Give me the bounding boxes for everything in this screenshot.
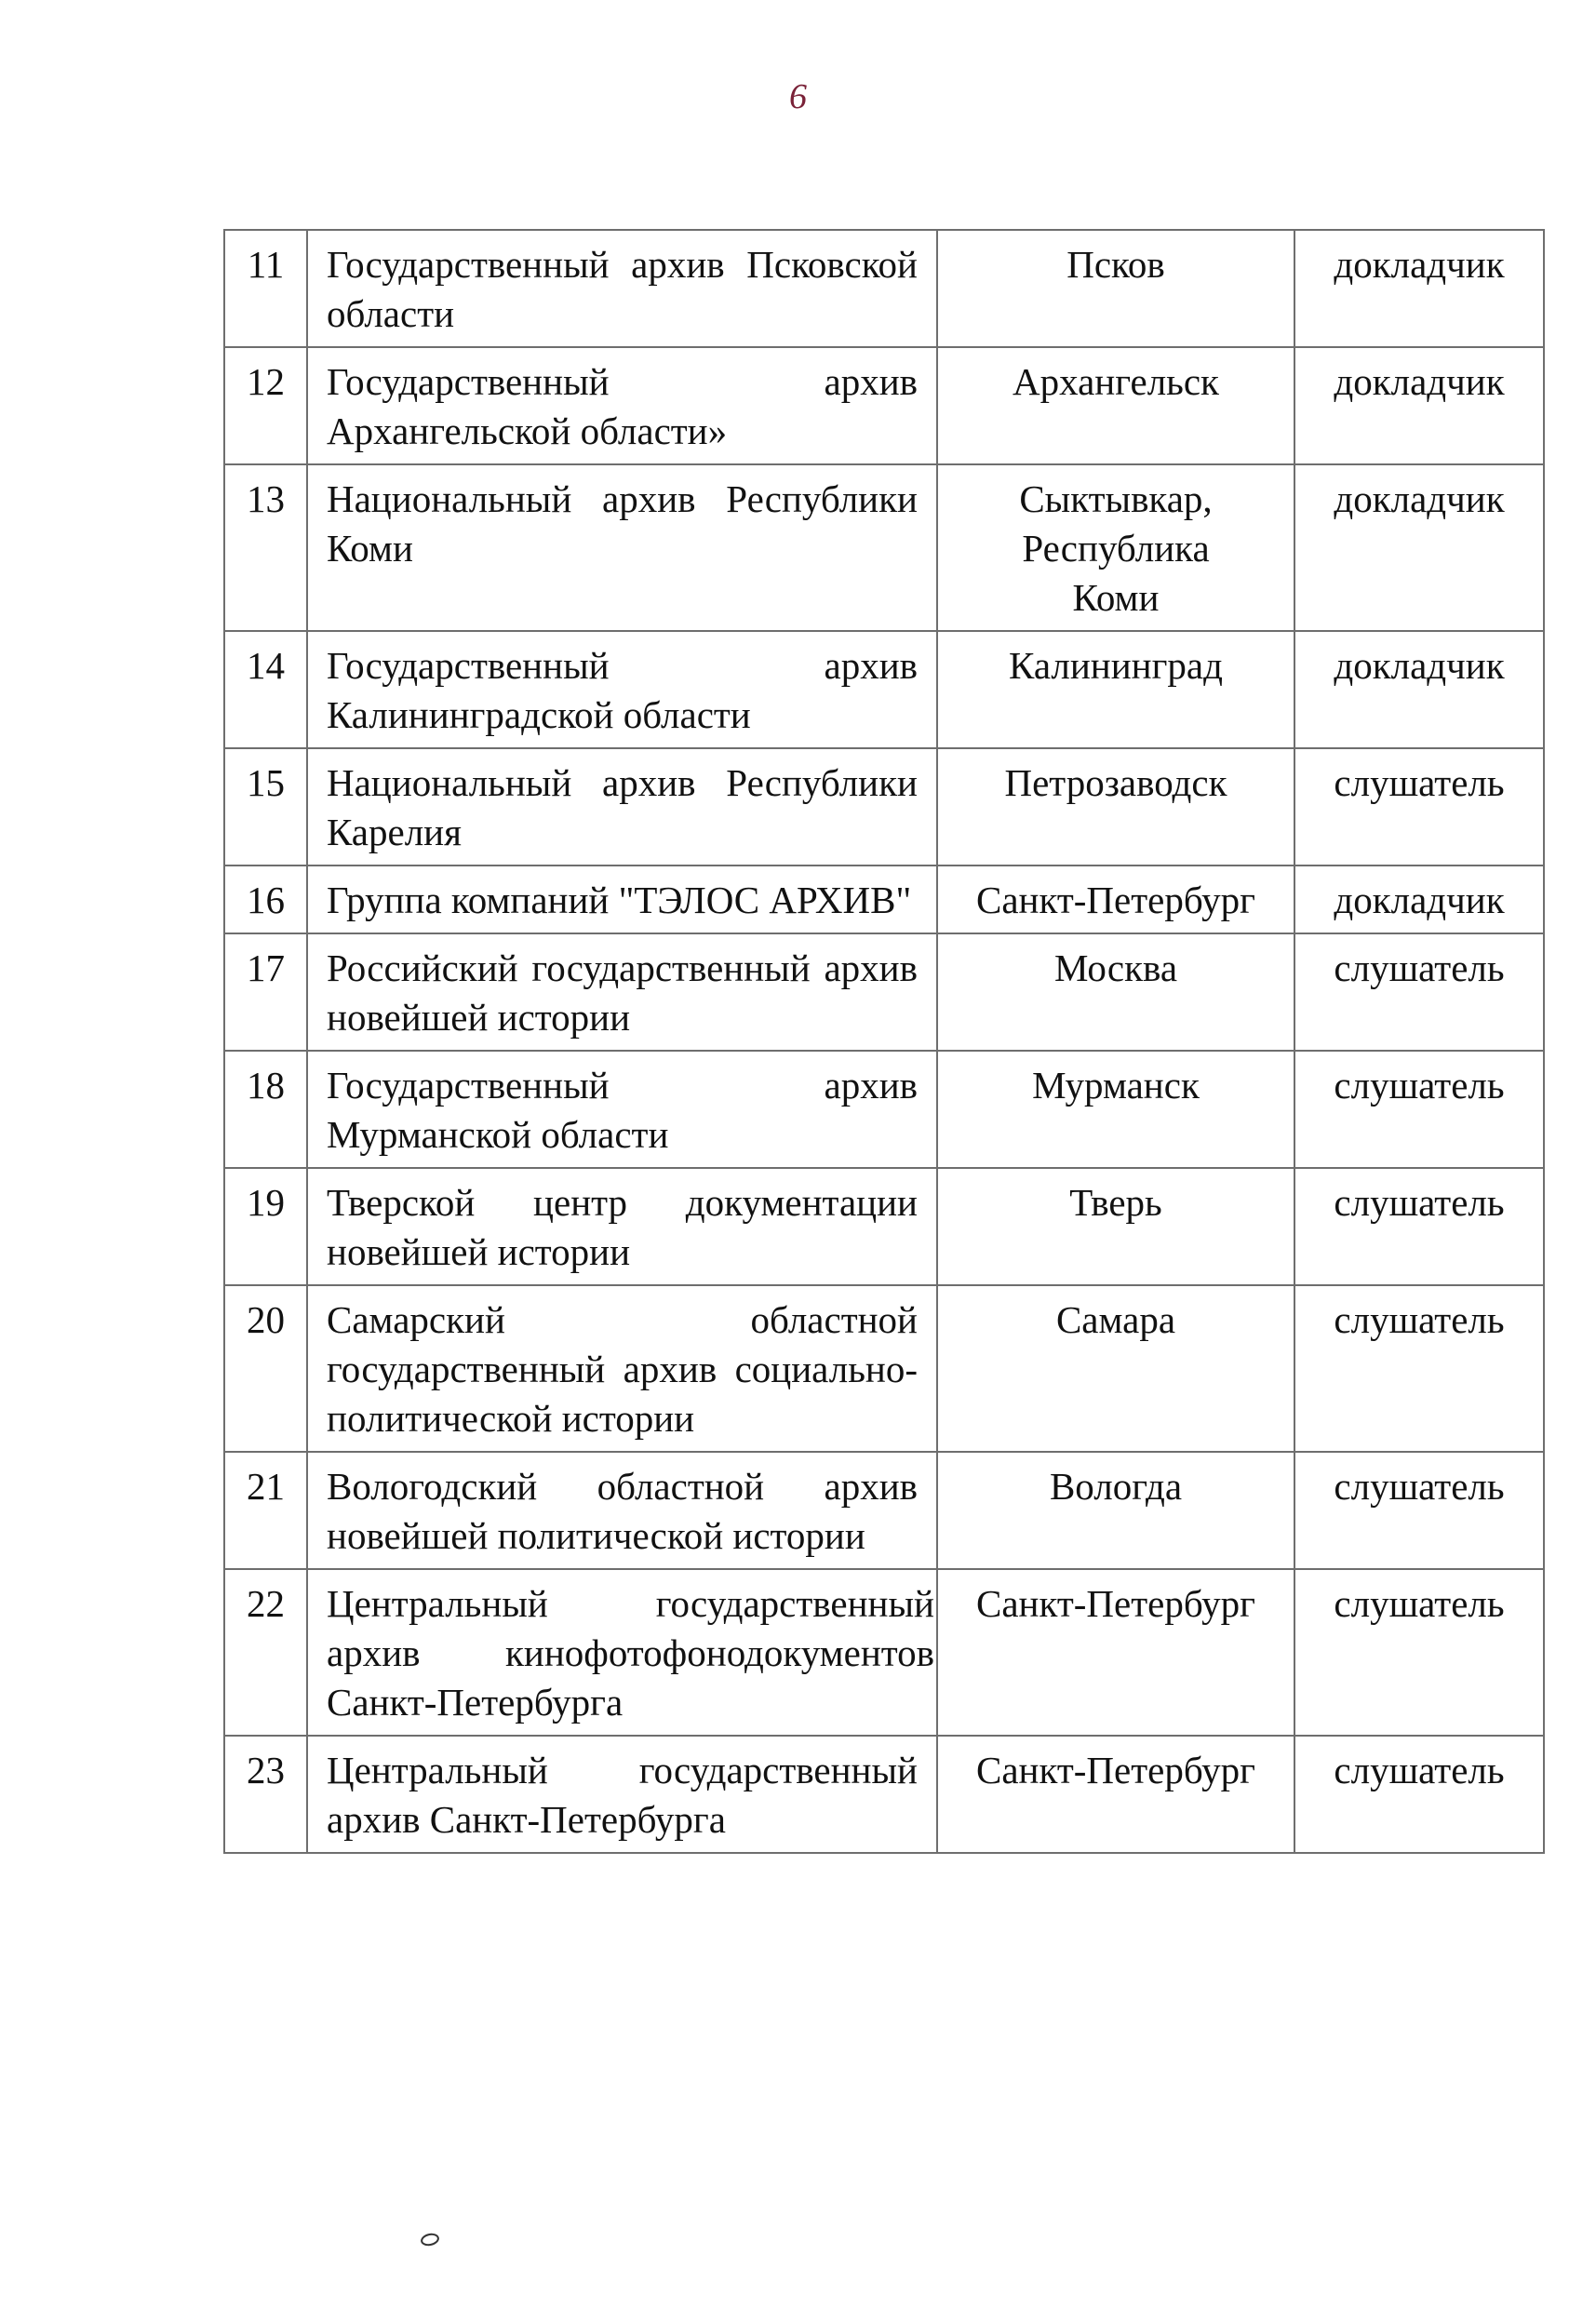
city-name: Псков — [937, 230, 1294, 347]
organization-name: Государственный архив Архангельской области» — [307, 347, 937, 464]
row-number: 23 — [224, 1736, 307, 1853]
participant-role: слушатель — [1294, 933, 1544, 1051]
city-name: Санкт-Петербург — [937, 1569, 1294, 1736]
scan-speck — [420, 2232, 440, 2248]
participant-role: докладчик — [1294, 347, 1544, 464]
organization-name: Группа компаний "ТЭЛОС АРХИВ" — [307, 866, 937, 933]
row-number: 20 — [224, 1285, 307, 1452]
organization-name: Государственный архив Псковской области — [307, 230, 937, 347]
table-row — [224, 464, 1544, 631]
table-row — [224, 1168, 1544, 1285]
participant-role: слушатель — [1294, 1569, 1544, 1736]
organization-name: Центральный государственный архив кинофотофонодокументов Санкт-Петербурга — [307, 1569, 937, 1736]
participant-role: слушатель — [1294, 1452, 1544, 1569]
city-name: Петрозаводск — [937, 748, 1294, 866]
participants-table — [223, 229, 1545, 1854]
city-name: Архангельск — [937, 347, 1294, 464]
city-name: Санкт-Петербург — [937, 866, 1294, 933]
organization-name: Российский государственный архив новейшей истории — [307, 933, 937, 1051]
participant-role: слушатель — [1294, 1051, 1544, 1168]
table-row — [224, 933, 1544, 1051]
row-number: 16 — [224, 866, 307, 933]
participant-role: докладчик — [1294, 631, 1544, 748]
row-number: 22 — [224, 1569, 307, 1736]
table-row — [224, 1569, 1544, 1736]
city-name: Санкт-Петербург — [937, 1736, 1294, 1853]
city-name: Сыктывкар, Республика Коми — [937, 464, 1294, 631]
city-name: Калининград — [937, 631, 1294, 748]
city-name: Тверь — [937, 1168, 1294, 1285]
table-row — [224, 1051, 1544, 1168]
table-row — [224, 748, 1544, 866]
participant-role: докладчик — [1294, 230, 1544, 347]
table-row — [224, 1736, 1544, 1853]
participant-role: слушатель — [1294, 1168, 1544, 1285]
table-row — [224, 631, 1544, 748]
organization-name: Тверской центр документации новейшей истории — [307, 1168, 937, 1285]
city-name: Самара — [937, 1285, 1294, 1452]
table-row — [224, 1452, 1544, 1569]
organization-name: Самарский областной государственный архив социально-политической истории — [307, 1285, 937, 1452]
organization-name: Национальный архив Республики Карелия — [307, 748, 937, 866]
row-number: 13 — [224, 464, 307, 631]
organization-name: Вологодский областной архив новейшей политической истории — [307, 1452, 937, 1569]
row-number: 18 — [224, 1051, 307, 1168]
participant-role: слушатель — [1294, 748, 1544, 866]
organization-name: Государственный архив Мурманской области — [307, 1051, 937, 1168]
row-number: 15 — [224, 748, 307, 866]
row-number: 19 — [224, 1168, 307, 1285]
table-row — [224, 866, 1544, 933]
organization-name: Национальный архив Республики Коми — [307, 464, 937, 631]
table-row — [224, 1285, 1544, 1452]
city-name: Москва — [937, 933, 1294, 1051]
row-number: 17 — [224, 933, 307, 1051]
row-number: 21 — [224, 1452, 307, 1569]
organization-name: Государственный архив Калининградской области — [307, 631, 937, 748]
participant-role: слушатель — [1294, 1736, 1544, 1853]
organization-name: Центральный государственный архив Санкт-Петербурга — [307, 1736, 937, 1853]
page-number: 6 — [789, 77, 807, 116]
table-row — [224, 230, 1544, 347]
table-row — [224, 347, 1544, 464]
row-number: 14 — [224, 631, 307, 748]
participant-role: докладчик — [1294, 464, 1544, 631]
city-name: Вологда — [937, 1452, 1294, 1569]
row-number: 11 — [224, 230, 307, 347]
row-number: 12 — [224, 347, 307, 464]
participant-role: докладчик — [1294, 866, 1544, 933]
participant-role: слушатель — [1294, 1285, 1544, 1452]
city-name: Мурманск — [937, 1051, 1294, 1168]
